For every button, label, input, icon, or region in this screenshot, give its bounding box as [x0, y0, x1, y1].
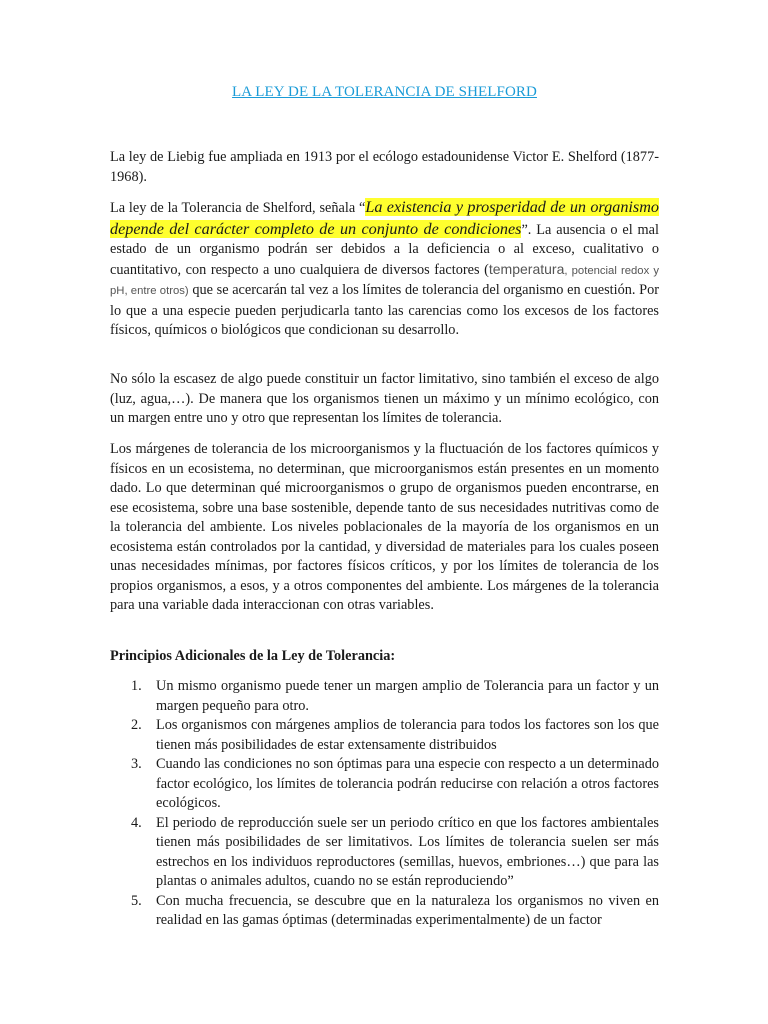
- list-item: [110, 814, 659, 892]
- list-item-number: 4.: [131, 814, 142, 831]
- highlighted-quote: La existencia y prosperidad de un organismo depende del carácter completo de un conjunto de condiciones: [110, 198, 659, 238]
- quote-close: ”.: [521, 221, 532, 238]
- principles-list: [110, 677, 659, 931]
- section-heading: Principios Adicionales de la Ley de Tolerancia:: [110, 648, 396, 664]
- paragraph-microorganisms: Los márgenes de tolerancia de los microorganismos y la fluctuación de los factores químicos y físicos en un ecosistema, no determinan, que microorganismos están presentes en un momento dado. Lo que determinan qué microorganismos o grupo de organismos pueden encontrarse, en ese ecosistema, sobre una base sostenible, depende tanto de sus necesidades nutritivas como de la tolerancia del ambiente. Los niveles poblacionales de la mayoría de los organismos en un ecosistema están controlados por la cantidad, y diversidad de materiales para los cuales poseen unas necesidades mínimas, por factores físicos críticos, y por los límites de tolerancia de los propios organismos, a esos, y a otros componentes del ambiente. Los márgenes de la tolerancia para una variable dada interaccionan con otras variables.: [110, 441, 659, 613]
- paragraph-limiting-factor: No sólo la escasez de algo puede constituir un factor limitativo, sino también el exceso de algo (luz, agua,…). De manera que los organismos tienen un máximo y un mínimo ecológico, con un margen entre uno y otro que representan los límites de tolerancia.: [110, 371, 659, 426]
- list-item-text: El periodo de reproducción suele ser un periodo crítico en que los factores ambientales tienen más posibilidades de ser limitativos. Los límites de tolerancia suelen ser más estrechos en los individuos reproductores (semillas, huevos, embriones…) que para las plantas o animales adultos, cuando no se están reproduciendo”: [156, 814, 659, 889]
- list-item-number: 2.: [131, 717, 142, 733]
- list-item-text: Un mismo organismo puede tener un margen amplio de Tolerancia para un factor y un margen pequeño para otro.: [156, 678, 659, 714]
- list-item-text: Cuando las condiciones no son óptimas para una especie con respecto a un determinado factor ecológico, los límites de tolerancia podrán reducirse con relación a otros factores ecológicos.: [156, 756, 659, 811]
- paragraph-liebig: La ley de Liebig fue ampliada en 1913 por el ecólogo estadounidense Victor E. Shelford (1877-1968).: [110, 149, 659, 185]
- paragraph-body-text: La ausencia o el mal estado de un organismo podrán ser debidos a la deficiencia o al exceso, cualitativo o cuantitativo, con respecto a uno cualquiera de diversos factores (: [110, 221, 659, 278]
- other-factors-term: , potencial redox y pH, entre otros): [110, 264, 660, 297]
- list-item-number: 1.: [131, 678, 142, 694]
- list-item-number: 3.: [131, 756, 142, 772]
- list-item: [110, 755, 659, 814]
- paragraph-shelford-law: [110, 197, 659, 341]
- list-item: [110, 716, 659, 755]
- temperature-term: temperatura: [488, 260, 565, 277]
- document-title: LA LEY DE LA TOLERANCIA DE SHELFORD: [232, 84, 537, 100]
- list-item: [110, 677, 659, 716]
- list-item: [110, 892, 659, 931]
- list-item-text: Con mucha frecuencia, se descubre que en la naturaleza los organismos no viven en realidad en las gamas óptimas (determinadas experimentalmente) de un factor: [156, 892, 659, 928]
- paragraph-body-text-end: que se acercarán tal vez a los límites de tolerancia del organismo en cuestión. Por lo que a una especie pueden perjudicarla tanto las carencias como los excesos de los factores físicos, químicos o biológicos que condicionan su desarrollo.: [110, 282, 659, 338]
- list-item-number: 5.: [131, 892, 142, 909]
- paragraph-intro-text: La ley de la Tolerancia de Shelford, señala “: [110, 200, 366, 216]
- list-item-text: Los organismos con márgenes amplios de tolerancia para todos los factores son los que tienen más posibilidades de estar extensamente distribuidos: [156, 717, 659, 753]
